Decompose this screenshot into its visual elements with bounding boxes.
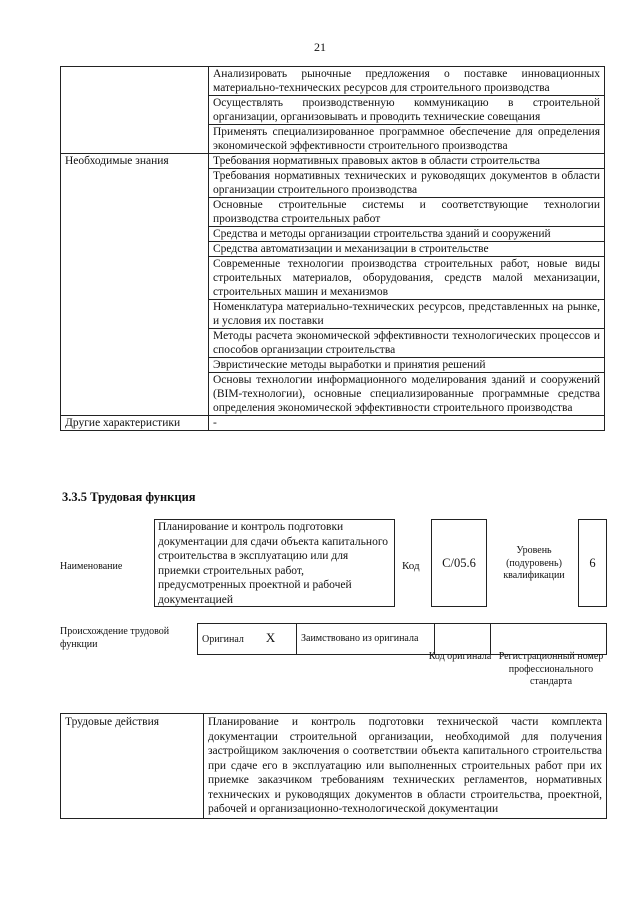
table-cell: Средства и методы организации строительства зданий и сооружений xyxy=(209,227,605,242)
other-characteristics-value: - xyxy=(209,416,605,431)
labor-actions-table xyxy=(60,713,607,819)
table-cell: Эвристические методы выработки и принятия решений xyxy=(209,358,605,373)
function-name-box: Планирование и контроль подготовки документации для сдачи объекта капитального строительства в эксплуатацию или для приемки строительных работ, предусмотренных проектной и рабочей документацией xyxy=(154,519,395,607)
table-cell: Анализировать рыночные предложения о поставке инновационных материально-технических ресурсов для строительного производства xyxy=(209,67,605,96)
table-row xyxy=(61,714,607,819)
labor-actions-label: Трудовые действия xyxy=(61,714,204,819)
table-cell: Основные строительные системы и соответствующие технологии производства строительных работ xyxy=(209,198,605,227)
skills-knowledge-table xyxy=(60,66,605,431)
other-characteristics-label: Другие характеристики xyxy=(61,416,209,431)
table-cell: Методы расчета экономической эффективности технологических процессов и способов организации строительства xyxy=(209,329,605,358)
qualification-level-box: 6 xyxy=(578,519,607,607)
original-label: Оригинал xyxy=(202,634,244,645)
origin-label: Происхождение трудовой функции xyxy=(60,626,170,650)
qualification-level-label: Уровень (подуровень) квалификации xyxy=(503,545,565,581)
table-cell: Применять специализированное программное обеспечение для определения экономической эффективности строительного производства xyxy=(209,125,605,154)
code-original-cell xyxy=(435,624,491,655)
original-cell xyxy=(198,624,297,655)
registration-number-label: Регистрационный номер профессионального стандарта xyxy=(498,651,604,687)
table-cell: Современные технологии производства строительных работ, новые виды строительных материалов, оборудования, средств малой механизации, строительных машин и механизмов xyxy=(209,257,605,300)
table-cell: Требования нормативных правовых актов в области строительства xyxy=(209,154,605,169)
name-label: Наименование xyxy=(60,561,123,572)
reg-number-cell xyxy=(491,624,607,655)
skills-label-cell xyxy=(61,67,209,154)
code-value-box: C/05.6 xyxy=(431,519,487,607)
original-mark: X xyxy=(265,630,276,645)
table-row xyxy=(61,154,605,169)
code-label: Код xyxy=(402,560,420,572)
table-cell: Основы технологии информационного моделирования зданий и сооружений (BIM-технологии), основные специализированные программные средства определения экономической эффективности строительного производства xyxy=(209,373,605,416)
labor-actions-value: Планирование и контроль подготовки технической части комплекта документации строительной организации, необходимой для получения застройщиком заключения о соответствии объекта капитального строительства при сдаче его в эксплуатацию или выполненных строительных работ при их приемке заказчиком требованиям технических регламентов, нормативных технических и руководящих документов в области строительства, проектной, рабочей и организационно-технологической документации xyxy=(204,714,607,819)
knowledge-label: Необходимые знания xyxy=(61,154,209,416)
page-number: 21 xyxy=(314,40,326,54)
table-cell: Средства автоматизации и механизации в строительстве xyxy=(209,242,605,257)
table-row xyxy=(198,624,607,655)
table-cell: Номенклатура материально-технических ресурсов, представленных на рынке, и условия их поставки xyxy=(209,300,605,329)
table-cell: Требования нормативных технических и руководящих документов в области организации строительного производства xyxy=(209,169,605,198)
section-title: 3.3.5 Трудовая функция xyxy=(62,490,196,504)
table-row xyxy=(61,67,605,96)
code-original-label: Код оригинала xyxy=(428,651,492,662)
table-row xyxy=(61,416,605,431)
table-cell: Осуществлять производственную коммуникацию в строительной организации, организовывать и проводить технические совещания xyxy=(209,96,605,125)
borrowed-label: Заимствовано из оригинала xyxy=(297,624,435,655)
